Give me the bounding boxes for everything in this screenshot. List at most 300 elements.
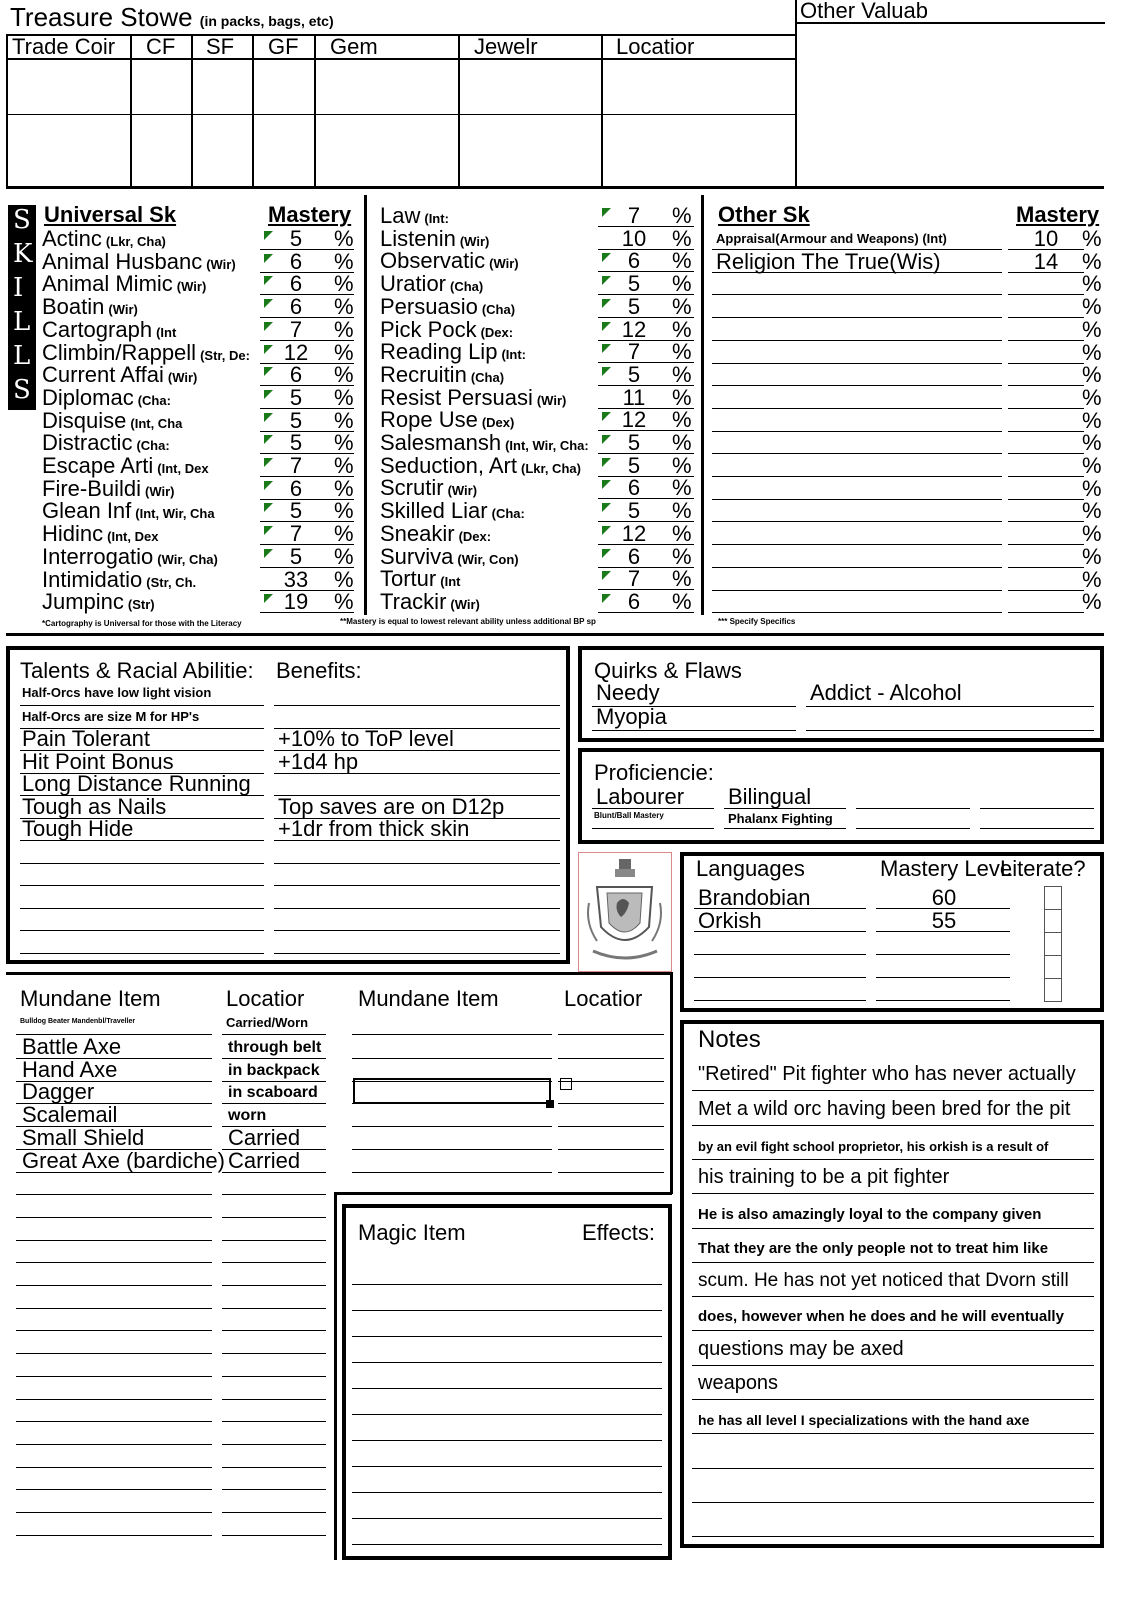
- treasure-subtitle: (in packs, bags, etc): [199, 13, 334, 29]
- skills-side-letter: S: [13, 375, 31, 405]
- skill-name: Interrogatio: [42, 543, 154, 569]
- divider: [712, 590, 1002, 591]
- divider: [274, 840, 560, 841]
- tick-mark: [602, 435, 611, 444]
- divider: [274, 908, 560, 909]
- percent-sign: %: [672, 430, 692, 455]
- note-line: That they are the only people not to treat him like: [698, 1239, 1049, 1257]
- skill-attribute: (Str, De:: [200, 347, 250, 363]
- mundane-location-header-2: Locatior: [564, 986, 643, 1011]
- literate-checkbox[interactable]: [1044, 978, 1062, 1002]
- skill-attribute: (Wir): [450, 596, 480, 612]
- divider: [724, 808, 846, 809]
- divider: [16, 1262, 212, 1263]
- divider: [20, 953, 264, 954]
- divider: [260, 612, 354, 613]
- divider: [1008, 499, 1084, 500]
- skill-mastery-value[interactable]: 10: [621, 225, 647, 251]
- magic-item-header: Magic Item: [358, 1220, 466, 1245]
- skill-mastery-value[interactable]: 5: [289, 407, 303, 433]
- skill-mastery-value[interactable]: 6: [289, 248, 303, 274]
- skill-mastery-value[interactable]: 19: [283, 589, 309, 615]
- skill-name: Skilled Liar: [380, 498, 488, 524]
- skill-mastery-value[interactable]: 5: [627, 293, 641, 319]
- divider: [16, 1194, 212, 1195]
- skill-row: [380, 520, 492, 546]
- proficiency-sub: Phalanx Fighting: [728, 811, 833, 826]
- divider: [712, 567, 1002, 568]
- skill-attribute: (Str): [127, 597, 155, 613]
- divider: [1008, 340, 1084, 341]
- talent-name: Tough Hide: [22, 816, 134, 841]
- divider: [6, 972, 672, 975]
- tick-mark: [602, 276, 611, 285]
- skill-row: [42, 591, 155, 613]
- divider: [16, 1467, 212, 1468]
- skill-row: [380, 225, 490, 251]
- divider: [20, 705, 264, 706]
- skill-row: [380, 293, 516, 319]
- mundane-item-name: Great Axe (bardiche): [22, 1147, 225, 1173]
- literate-checkbox[interactable]: [1044, 886, 1062, 910]
- percent-sign: %: [1082, 498, 1102, 524]
- proficiency-item: Labourer: [596, 784, 685, 809]
- divider: [592, 730, 796, 731]
- universal-skills-header: Universal Sk: [44, 202, 177, 227]
- selected-cell[interactable]: [353, 1078, 551, 1104]
- col-jewelry: Jewelr: [474, 34, 538, 59]
- divider: [191, 34, 193, 186]
- divider: [712, 612, 1002, 613]
- skill-mastery-value[interactable]: 5: [289, 543, 303, 569]
- note-line: Met a wild orc having been bred for the pit: [698, 1097, 1071, 1120]
- note-line: He is also amazingly loyal to the company given: [698, 1205, 1042, 1223]
- footnote-specify: *** Specify Specifics: [718, 617, 796, 626]
- skills-side-letter: I: [13, 273, 24, 303]
- skill-name: Cartograph: [42, 316, 153, 342]
- percent-sign: %: [1082, 475, 1102, 501]
- mundane-item-name: Small Shield: [22, 1124, 145, 1150]
- divider: [352, 1362, 662, 1363]
- skill-mastery-value[interactable]: 5: [627, 361, 641, 387]
- percent-sign: %: [672, 225, 692, 251]
- divider: [222, 1512, 326, 1513]
- note-line: by an evil fight school proprietor, his orkish is a result of: [698, 1138, 1049, 1154]
- talent-name: Hit Point Bonus: [22, 748, 174, 774]
- divider: [352, 1336, 662, 1337]
- talent-name: Long Distance Running: [22, 771, 251, 796]
- divider: [222, 1353, 326, 1354]
- col-gem: Gem: [330, 34, 378, 59]
- skill-name: Reading Lip: [380, 339, 498, 365]
- tick-mark: [602, 367, 611, 376]
- skill-mastery-value[interactable]: 12: [621, 407, 647, 433]
- divider: [20, 885, 264, 886]
- percent-sign: %: [1082, 521, 1102, 547]
- divider: [20, 908, 264, 909]
- divider: [692, 1159, 1094, 1160]
- divider: [601, 34, 603, 186]
- mundane-item-location: through belt: [228, 1039, 322, 1056]
- percent-sign: %: [672, 452, 692, 478]
- language-mastery-value[interactable]: 60: [931, 885, 957, 910]
- divider: [712, 453, 1002, 454]
- skill-attribute: (Int:: [424, 211, 449, 226]
- skill-name: Law: [380, 203, 421, 228]
- skill-row: [380, 384, 567, 410]
- divider: [16, 1421, 212, 1422]
- note-line: he has all level I specializations with the hand axe: [698, 1412, 1030, 1429]
- divider: [458, 34, 460, 186]
- divider: [712, 363, 1002, 364]
- percent-sign: %: [334, 362, 354, 388]
- literate-checkbox[interactable]: [1044, 909, 1062, 933]
- divider: [712, 499, 1002, 500]
- proficiency-item: Bilingual: [728, 784, 812, 809]
- percent-sign: %: [1082, 339, 1102, 365]
- divider: [222, 1308, 326, 1309]
- divider: [130, 34, 132, 186]
- skill-attribute: (Cha:: [136, 438, 170, 454]
- divider: [1008, 272, 1084, 273]
- divider: [334, 1192, 337, 1560]
- divider: [692, 1365, 1094, 1366]
- quirk-item: Addict - Alcohol: [810, 680, 962, 705]
- col-location: Locatior: [616, 34, 695, 59]
- mundane-item-location: Carried: [228, 1147, 301, 1173]
- skill-mastery-value[interactable]: 6: [627, 543, 641, 569]
- skill-mastery-value[interactable]: 6: [627, 248, 641, 274]
- skill-row: [42, 523, 158, 545]
- col-sf: SF: [206, 34, 235, 59]
- percent-sign: %: [1082, 407, 1102, 433]
- divider: [1008, 612, 1084, 613]
- divider: [352, 1149, 552, 1150]
- talent-name: Tough as Nails: [22, 793, 167, 819]
- divider: [1008, 476, 1084, 477]
- divider: [274, 885, 560, 886]
- quirk-item: Myopia: [596, 704, 667, 729]
- racial-ability: Half-Orcs have low light vision: [22, 685, 212, 700]
- divider: [352, 1058, 552, 1059]
- resize-handle[interactable]: [546, 1100, 554, 1108]
- percent-sign: %: [334, 316, 354, 342]
- percent-sign: %: [334, 294, 354, 320]
- skill-mastery-value[interactable]: 5: [627, 452, 641, 478]
- skill-name: Scrutir: [380, 475, 444, 501]
- divider: [876, 1000, 1010, 1001]
- skill-row: [380, 588, 480, 614]
- skill-attribute: (Wir, Cha): [157, 551, 218, 567]
- col-trade-coin: Trade Coir: [12, 34, 116, 59]
- percent-sign: %: [1082, 271, 1102, 297]
- divider: [364, 195, 367, 615]
- skill-row: [380, 500, 525, 522]
- percent-sign: %: [334, 589, 354, 615]
- divider: [701, 195, 704, 615]
- other-skill-name: Appraisal(Armour and Weapons) (Int): [716, 231, 947, 246]
- percent-sign: %: [1082, 430, 1102, 456]
- divider: [692, 1433, 1094, 1434]
- divider: [692, 1536, 1094, 1537]
- skill-mastery-value[interactable]: 7: [289, 521, 303, 547]
- other-mastery-header: Mastery: [1016, 202, 1100, 227]
- skill-name: Animal Mimic: [42, 271, 173, 297]
- skill-name: Climbin/Rappell: [42, 339, 197, 365]
- divider: [692, 1228, 1094, 1229]
- talents-title: Talents & Racial Abilitie:: [20, 658, 254, 683]
- divider: [806, 706, 1094, 707]
- tick-mark: [602, 412, 611, 421]
- note-line: questions may be axed: [698, 1337, 904, 1360]
- mundane-item-name: Dagger: [22, 1079, 95, 1105]
- percent-sign: %: [672, 339, 692, 365]
- percent-sign: %: [1082, 226, 1102, 251]
- skill-attribute: (Wir): [145, 483, 175, 499]
- skill-name: Glean Inf: [42, 498, 132, 524]
- skill-mastery-value[interactable]: 6: [627, 588, 641, 614]
- skill-name: Intimidatio: [42, 566, 143, 592]
- percent-sign: %: [1082, 316, 1102, 342]
- skills-side-letter: L: [13, 341, 31, 371]
- skill-mastery-value[interactable]: 7: [289, 453, 303, 478]
- divider: [16, 1399, 212, 1400]
- skill-row: [42, 566, 197, 592]
- percent-sign: %: [334, 407, 354, 433]
- tick-mark: [264, 367, 273, 376]
- skill-mastery-value[interactable]: 6: [289, 294, 303, 320]
- col-gf: GF: [268, 34, 299, 59]
- skill-row: [42, 455, 209, 477]
- skill-mastery-value[interactable]: 33: [283, 566, 309, 592]
- skill-row: [42, 407, 183, 433]
- skill-name: Animal Husbanc: [42, 248, 203, 274]
- literate-checkbox[interactable]: [1044, 955, 1062, 979]
- skill-row: [380, 273, 483, 295]
- skill-name: Escape Arti: [42, 453, 154, 478]
- divider: [6, 186, 1104, 189]
- skill-row: [42, 475, 175, 501]
- tick-mark: [264, 503, 273, 512]
- skill-attribute: (Wir): [447, 483, 478, 499]
- percent-sign: %: [672, 498, 692, 524]
- percent-sign: %: [334, 475, 354, 501]
- tick-mark: [602, 458, 611, 467]
- skill-mastery-value[interactable]: 5: [627, 498, 641, 524]
- divider: [222, 1330, 326, 1331]
- mundane-sub-location: Carried/Worn: [226, 1015, 309, 1030]
- mundane-sub-item: Bulldog Beater Mandenbl/Traveller: [20, 1018, 136, 1025]
- percent-sign: %: [1082, 248, 1102, 274]
- footnote-cartography: *Cartography is Universal for those with the Literacy: [42, 619, 242, 628]
- percent-sign: %: [672, 293, 692, 319]
- percent-sign: %: [1082, 453, 1102, 478]
- divider: [16, 1308, 212, 1309]
- divider: [1008, 294, 1084, 295]
- divider: [692, 1296, 1094, 1297]
- skill-attribute: (Cha): [470, 369, 505, 385]
- skill-name: Listenin: [380, 225, 456, 251]
- divider: [692, 1502, 1094, 1503]
- mundane-item-location: in backpack: [228, 1061, 320, 1079]
- skill-mastery-value[interactable]: 12: [283, 339, 309, 365]
- percent-sign: %: [334, 226, 354, 251]
- divider: [352, 1284, 662, 1285]
- divider: [558, 1103, 664, 1104]
- language-mastery-value[interactable]: 55: [931, 908, 957, 933]
- divider: [1008, 363, 1084, 364]
- divider: [712, 431, 1002, 432]
- skill-attribute: (Cha): [481, 301, 516, 317]
- percent-sign: %: [672, 203, 692, 228]
- languages-literate-title: Literate?: [1000, 856, 1086, 881]
- note-line: weapons: [698, 1372, 779, 1394]
- percent-sign: %: [334, 339, 354, 365]
- skill-mastery-value[interactable]: 7: [289, 316, 303, 342]
- divider: [876, 931, 1010, 932]
- skill-row: [42, 248, 236, 274]
- divider: [692, 1399, 1094, 1400]
- skill-attribute: (Dex): [481, 415, 515, 431]
- other-skill-mastery-value[interactable]: 10: [1033, 226, 1059, 251]
- divider: [806, 730, 1094, 731]
- talent-benefit: +1dr from thick skin: [278, 816, 470, 841]
- skill-attribute: (Int, Wir, Cha: [135, 506, 215, 522]
- tick-mark: [602, 571, 611, 580]
- divider: [314, 34, 316, 186]
- divider: [352, 1034, 552, 1035]
- tick-mark: [602, 526, 611, 535]
- literate-checkbox[interactable]: [1044, 932, 1062, 956]
- skill-mastery-value[interactable]: 6: [627, 475, 641, 501]
- mundane-item-name: Battle Axe: [22, 1034, 122, 1059]
- skill-attribute: (Cha:: [491, 506, 525, 522]
- divider: [558, 1172, 664, 1173]
- skill-attribute: (Cha:: [137, 392, 171, 408]
- skill-row: [42, 432, 170, 454]
- tick-mark: [264, 435, 273, 444]
- divider: [558, 1081, 664, 1082]
- skill-name: Observatic: [380, 248, 486, 274]
- divider: [352, 1518, 662, 1519]
- skill-attribute: (Wir): [206, 256, 236, 272]
- tick-mark: [264, 254, 273, 263]
- tick-mark: [264, 276, 273, 285]
- percent-sign: %: [334, 384, 354, 410]
- skill-mastery-value[interactable]: 6: [289, 271, 303, 297]
- percent-sign: %: [1082, 362, 1102, 388]
- skill-mastery-value[interactable]: 11: [622, 384, 646, 410]
- talent-benefit: +10% to ToP level: [278, 726, 454, 751]
- skill-row: [42, 296, 138, 318]
- percent-sign: %: [672, 316, 692, 342]
- other-skill-mastery-value[interactable]: 14: [1033, 248, 1059, 274]
- other-skills-header: Other Sk: [718, 202, 810, 227]
- divider: [1008, 385, 1084, 386]
- divider: [352, 1388, 662, 1389]
- skill-attribute: (Int, Wir, Cha:: [505, 438, 589, 453]
- divider: [16, 1512, 212, 1513]
- skill-name: Distractic: [42, 430, 133, 456]
- skill-mastery-value[interactable]: 5: [289, 384, 303, 410]
- quirk-item: Needy: [596, 680, 660, 705]
- other-skill-name: Religion The True(Wis): [716, 248, 941, 274]
- skill-row: [42, 364, 197, 386]
- divider: [352, 1414, 662, 1415]
- skill-name: Boatin: [42, 294, 105, 320]
- skill-mastery-value[interactable]: 6: [289, 362, 303, 388]
- skill-row: [42, 273, 206, 295]
- percent-sign: %: [672, 588, 692, 614]
- divider: [352, 1126, 552, 1127]
- crest-emblem: [578, 852, 672, 972]
- proficiencies-title: Proficiencie:: [594, 760, 714, 785]
- percent-sign: %: [334, 271, 354, 297]
- divider: [856, 808, 970, 809]
- skill-attribute: (Str, Ch.: [146, 574, 197, 590]
- skill-row: [42, 228, 166, 250]
- divider: [20, 863, 264, 864]
- divider: [558, 1126, 664, 1127]
- skill-row: [380, 432, 589, 454]
- skill-name: Diplomac: [42, 384, 134, 410]
- mundane-location-header: Locatior: [226, 986, 305, 1011]
- percent-sign: %: [672, 407, 692, 433]
- skill-mastery-value[interactable]: 5: [289, 226, 303, 251]
- note-line: his training to be a pit fighter: [698, 1166, 950, 1189]
- skill-mastery-value[interactable]: 7: [627, 566, 641, 592]
- skill-mastery-value[interactable]: 12: [621, 520, 647, 546]
- tick-mark: [602, 480, 611, 489]
- skill-mastery-value[interactable]: 6: [289, 475, 303, 501]
- autofill-icon[interactable]: [560, 1078, 572, 1090]
- mundane-item-location: worn: [228, 1107, 267, 1125]
- skills-side-letter: S: [13, 205, 31, 235]
- note-line: does, however when he does and he will eventually: [698, 1308, 1064, 1326]
- divider: [352, 1310, 662, 1311]
- benefits-title: Benefits:: [276, 658, 362, 683]
- percent-sign: %: [1082, 589, 1102, 615]
- divider: [712, 408, 1002, 409]
- divider: [694, 1000, 866, 1001]
- divider: [592, 828, 714, 829]
- divider: [222, 1172, 326, 1173]
- divider: [712, 544, 1002, 545]
- magic-box: [342, 1204, 672, 1560]
- skill-mastery-value[interactable]: 5: [289, 430, 303, 456]
- tick-mark: [264, 231, 273, 240]
- divider: [712, 476, 1002, 477]
- skill-mastery-value[interactable]: 5: [627, 430, 641, 455]
- skill-mastery-value[interactable]: 12: [621, 316, 647, 342]
- divider: [876, 954, 1010, 955]
- skill-mastery-value[interactable]: 7: [627, 339, 641, 365]
- skill-mastery-value[interactable]: 5: [289, 498, 303, 524]
- percent-sign: %: [334, 498, 354, 524]
- skill-attribute: (Int:: [501, 347, 526, 363]
- col-cf: CF: [146, 34, 176, 59]
- skill-attribute: (Wir): [167, 370, 198, 386]
- skill-mastery-value[interactable]: 5: [627, 271, 641, 297]
- divider: [692, 1330, 1094, 1331]
- divider: [6, 633, 1104, 636]
- skill-attribute: (Wir): [489, 256, 519, 272]
- skill-mastery-value[interactable]: 7: [627, 203, 641, 228]
- percent-sign: %: [334, 543, 354, 569]
- skill-attribute: (Lkr, Cha): [105, 234, 166, 249]
- divider: [1008, 453, 1084, 454]
- skill-row: [380, 568, 460, 590]
